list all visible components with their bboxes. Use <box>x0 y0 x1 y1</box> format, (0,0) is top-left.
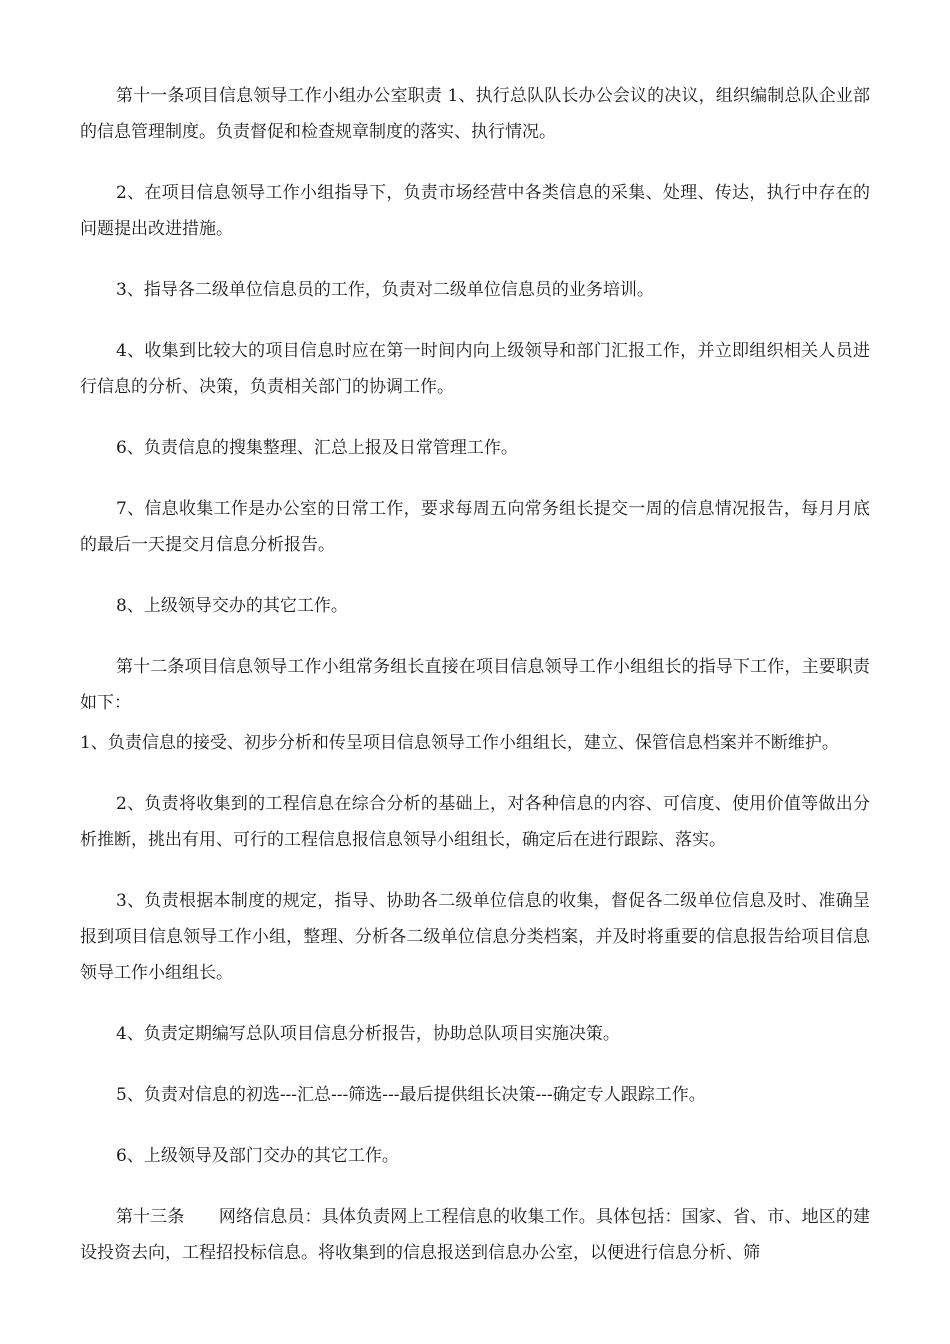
article-12-paragraph: 第十二条项目信息领导工作小组常务组长直接在项目信息领导工作小组组长的指导下工作，主要职责如下： <box>80 657 870 713</box>
document-body <box>80 78 870 1296</box>
article-12-item-4: 4、负责定期编写总队项目信息分析报告，协助总队项目实施决策。 <box>116 1024 620 1044</box>
article-11-item-4: 4、收集到比较大的项目信息时应在第一时间内向上级领导和部门汇报工作，并立即组织相关人员进行信息的分析、决策，负责相关部门的协调工作。 <box>80 341 870 397</box>
article-11-paragraph: 第十一条项目信息领导工作小组办公室职责 1、执行总队队长办公会议的决议，组织编制总队企业部的信息管理制度。负责督促和检查规章制度的落实、执行情况。 <box>80 86 870 142</box>
article-11-item-2: 2、在项目信息领导工作小组指导下，负责市场经营中各类信息的采集、处理、传达，执行中存在的问题提出改进措施。 <box>80 183 870 239</box>
article-12-item-5: 5、负责对信息的初选---汇总---筛选---最后提供组长决策---确定专人跟踪工作。 <box>116 1085 706 1105</box>
article-12-item-6: 6、上级领导及部门交办的其它工作。 <box>116 1146 399 1166</box>
article-13-paragraph: 第十三条 网络信息员：具体负责网上工程信息的收集工作。具体包括：国家、省、市、地区的建设投资去向，工程招投标信息。将收集到的信息报送到信息办公室，以便进行信息分析、筛 <box>80 1207 870 1263</box>
article-11-item-3: 3、指导各二级单位信息员的工作，负责对二级单位信息员的业务培训。 <box>116 280 654 300</box>
article-12-item-2: 2、负责将收集到的工程信息在综合分析的基础上，对各种信息的内容、可信度、使用价值等做出分析推断，挑出有用、可行的工程信息报信息领导小组组长，确定后在进行跟踪、落实。 <box>80 794 870 850</box>
article-11-item-6: 6、负责信息的搜集整理、汇总上报及日常管理工作。 <box>116 438 518 458</box>
article-11-item-8: 8、上级领导交办的其它工作。 <box>116 596 348 616</box>
article-11-item-7: 7、信息收集工作是办公室的日常工作，要求每周五向常务组长提交一周的信息情况报告，每月月底的最后一天提交月信息分析报告。 <box>80 499 870 555</box>
article-12-item-1: 1、负责信息的接受、初步分析和传呈项目信息领导工作小组组长，建立、保管信息档案并不断维护。 <box>80 733 839 753</box>
article-12-item-3: 3、负责根据本制度的规定，指导、协助各二级单位信息的收集，督促各二级单位信息及时、准确呈报到项目信息领导工作小组，整理、分析各二级单位信息分类档案，并及时将重要的信息报告给项目信息领导工作小组组长。 <box>80 891 870 983</box>
